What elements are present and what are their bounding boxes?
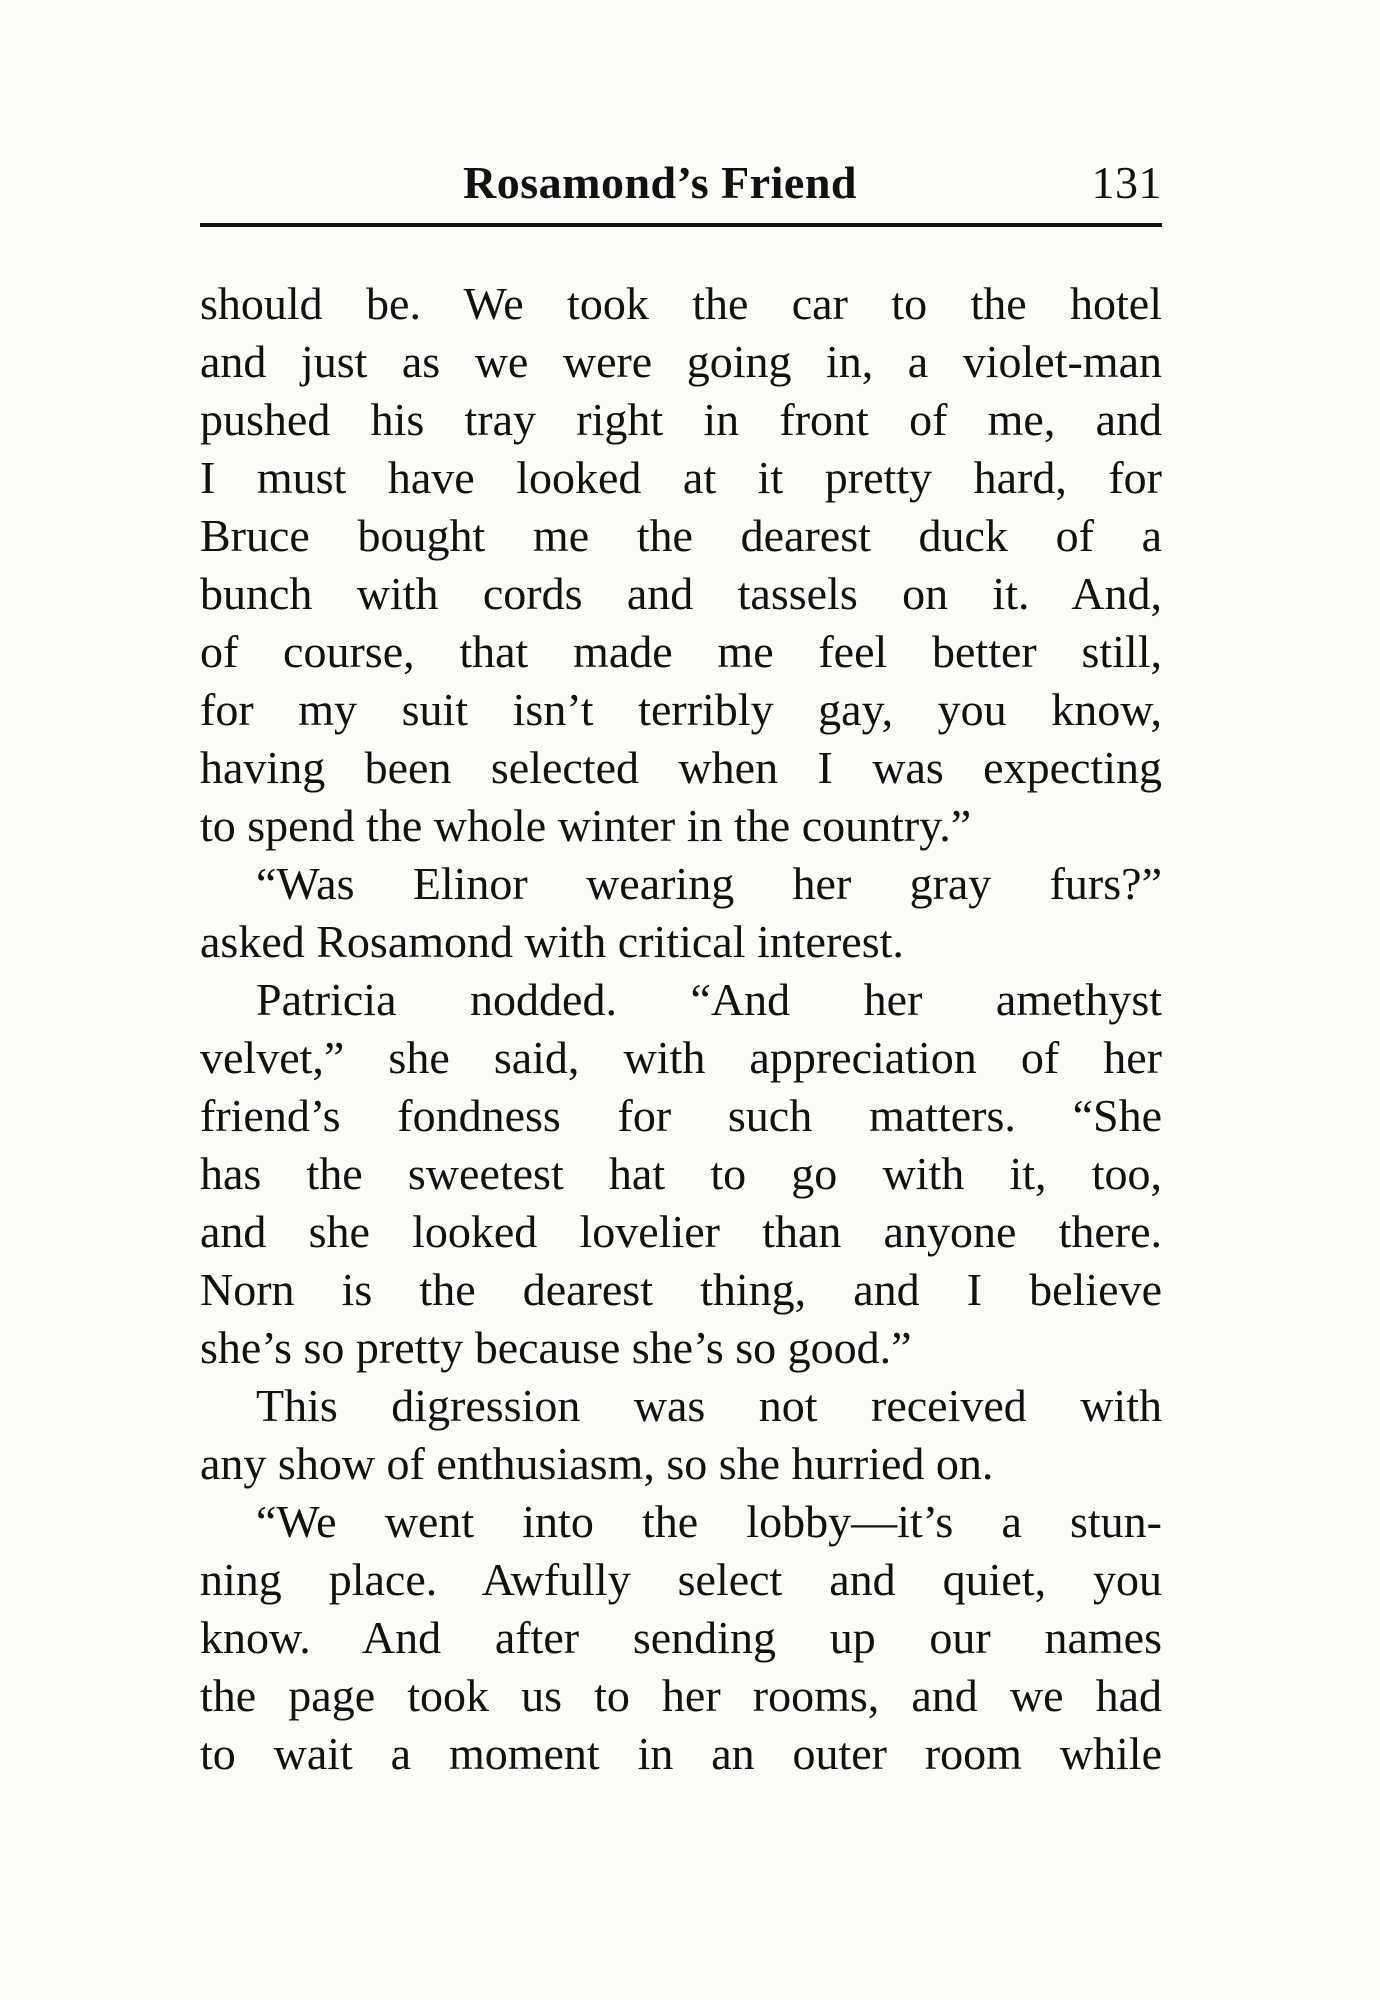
- text-line: having been selected when I was expecting: [200, 742, 1162, 793]
- text-line: pushed his tray right in front of me, and: [200, 394, 1162, 445]
- text-line: velvet,” she said, with appreciation of her: [200, 1032, 1162, 1083]
- text-line: “We went into the lobby—it’s a stun-: [256, 1496, 1162, 1547]
- running-title: Rosamond’s Friend: [463, 157, 857, 208]
- text-line: “Was Elinor wearing her gray furs?”: [256, 858, 1162, 909]
- text-line: asked Rosamond with critical interest.: [200, 916, 904, 967]
- text-line: the page took us to her rooms, and we had: [200, 1670, 1162, 1721]
- text-line: I must have looked at it pretty hard, for: [200, 452, 1162, 503]
- text-line: should be. We took the car to the hotel: [200, 278, 1162, 329]
- text-line: and she looked lovelier than anyone there.: [200, 1206, 1162, 1257]
- page-number: 131: [1091, 157, 1162, 208]
- header-rule: [200, 223, 1162, 227]
- text-line: she’s so pretty because she’s so good.”: [200, 1322, 912, 1373]
- text-line: to spend the whole winter in the country.”: [200, 800, 972, 851]
- text-line: Norn is the dearest thing, and I believe: [200, 1264, 1162, 1315]
- text-line: has the sweetest hat to go with it, too,: [200, 1148, 1162, 1199]
- body-text: [200, 275, 1162, 1783]
- text-line: ning place. Awfully select and quiet, you: [200, 1554, 1162, 1605]
- text-line: any show of enthusiasm, so she hurried on.: [200, 1438, 994, 1489]
- text-line: Patricia nodded. “And her amethyst: [256, 974, 1162, 1025]
- text-line: and just as we were going in, a violet-man: [200, 336, 1162, 387]
- text-line: friend’s fondness for such matters. “She: [200, 1090, 1162, 1141]
- text-line: This digression was not received with: [256, 1380, 1162, 1431]
- running-head: [200, 152, 1162, 222]
- text-line: to wait a moment in an outer room while: [200, 1728, 1162, 1779]
- text-line: of course, that made me feel better still,: [200, 626, 1162, 677]
- text-line: know. And after sending up our names: [200, 1612, 1162, 1663]
- text-line: for my suit isn’t terribly gay, you know,: [200, 684, 1162, 735]
- text-line: Bruce bought me the dearest duck of a: [200, 510, 1162, 561]
- text-line: bunch with cords and tassels on it. And,: [200, 568, 1162, 619]
